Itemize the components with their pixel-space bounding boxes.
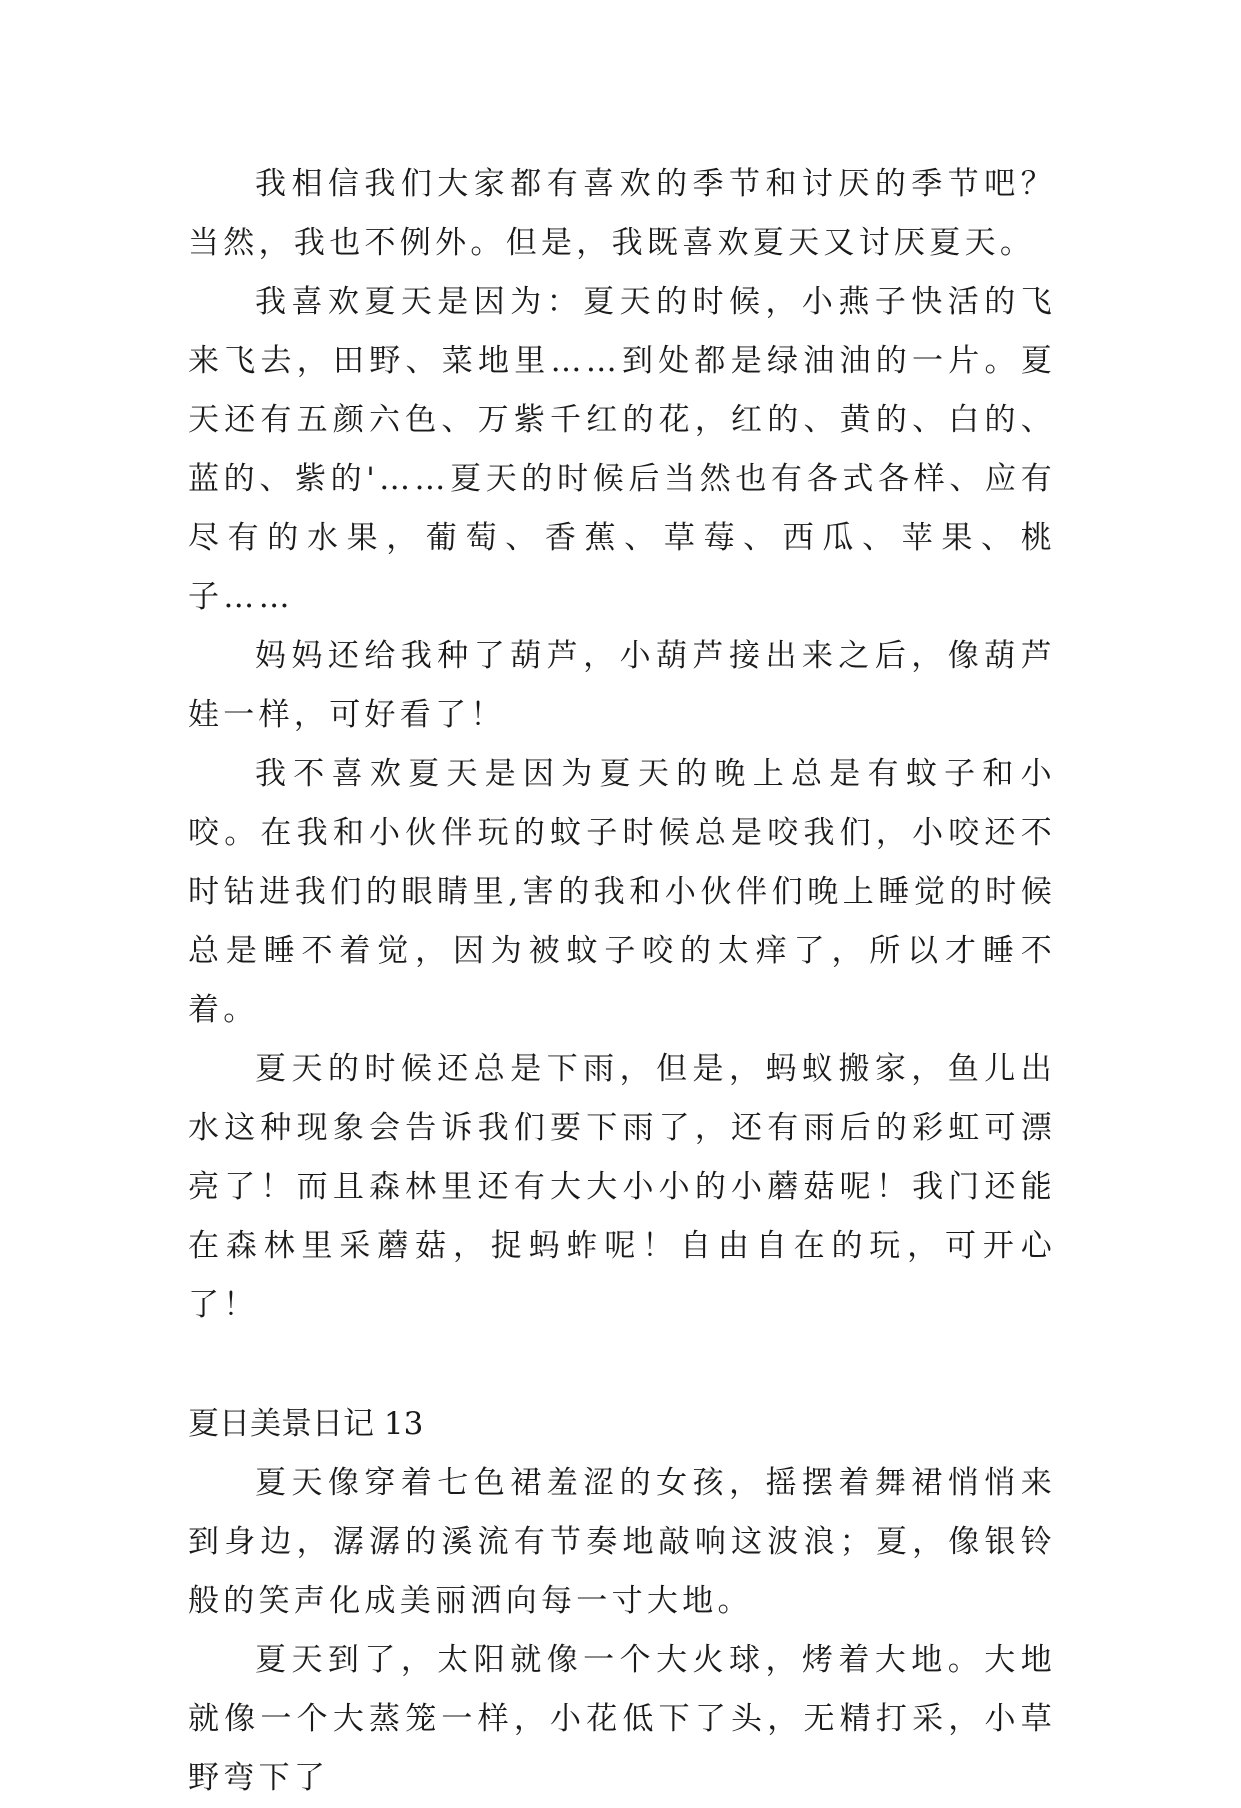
section-gap <box>188 1335 1056 1395</box>
paragraph-summer-girl: 夏天像穿着七色裙羞涩的女孩，摇摆着舞裙悄悄来到身边，潺潺的溪流有节奏地敲响这波浪；夏，像银铃般的笑声化成美丽洒向每一寸大地。 <box>188 1465 1056 1619</box>
paragraph-why-dislike-summer: 我不喜欢夏天是因为夏天的晚上总是有蚊子和小咬。在我和小伙伴玩的蚊子时候总是咬我们，小咬还不时钻进我们的眼睛里,害的我和小伙伴们晚上睡觉的时候总是睡不着觉，因为被蚊子咬的太痒了，所以才睡不着。 <box>188 756 1056 1028</box>
document-page <box>188 155 1056 1808</box>
paragraph-summer-rain: 夏天的时候还总是下雨，但是，蚂蚁搬家，鱼儿出水这种现象会告诉我们要下雨了，还有雨后的彩虹可漂亮了！而且森林里还有大大小小的小蘑菇呢！我门还能在森林里采蘑菇，捉蚂蚱呢！自由自在的玩，可开心了！ <box>188 1051 1056 1323</box>
paragraph-gourd: 妈妈还给我种了葫芦，小葫芦接出来之后，像葫芦娃一样，可好看了！ <box>188 638 1056 733</box>
paragraph-why-like-summer: 我喜欢夏天是因为：夏天的时候，小燕子快活的飞来飞去，田野、菜地里……到处都是绿油油的一片。夏天还有五颜六色、万紫千红的花，红的、黄的、白的、蓝的、紫的'……夏天的时候后当然也有各式各样、应有尽有的水果，葡萄、香蕉、草莓、西瓜、苹果、桃子…… <box>188 284 1056 615</box>
paragraph-summer-heat: 夏天到了，太阳就像一个大火球，烤着大地。大地就像一个大蒸笼一样，小花低下了头，无精打采，小草野弯下了 <box>188 1642 1056 1796</box>
paragraph-seasons-intro: 我相信我们大家都有喜欢的季节和讨厌的季节吧？当然，我也不例外。但是，我既喜欢夏天又讨厌夏天。 <box>188 166 1056 261</box>
section-title: 夏日美景日记 13 <box>188 1406 424 1442</box>
